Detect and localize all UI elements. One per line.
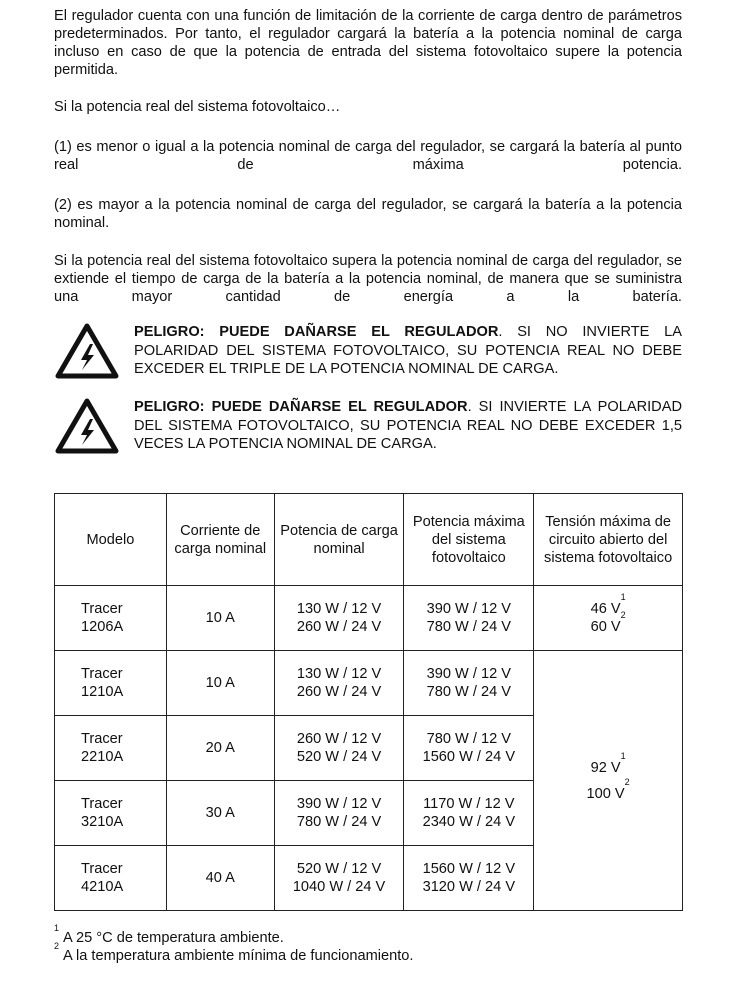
header-model: Modelo xyxy=(55,494,167,586)
footnote xyxy=(54,941,414,965)
pv-max-cell xyxy=(404,586,534,651)
model-cell: Tracer 3210A xyxy=(55,781,167,846)
pv-max-cell xyxy=(404,781,534,846)
pv-12v: 1560 W / 12 V xyxy=(422,861,516,877)
power-24v: 260 W / 24 V xyxy=(296,684,382,700)
power-24v: 520 W / 24 V xyxy=(296,749,382,765)
voc-value-2: 100 $V^2$ xyxy=(586,776,630,802)
warning-text xyxy=(134,398,682,454)
power-cell xyxy=(274,586,404,651)
electric-hazard-warning-icon xyxy=(54,322,120,380)
pv-24v: 2340 W / 24 V xyxy=(422,814,516,830)
power-24v: 1040 W / 24 V xyxy=(292,879,386,895)
warning-text xyxy=(134,323,682,379)
current-cell: 10 A xyxy=(166,586,274,651)
voc-value-1: 46 $V^1$ xyxy=(590,592,626,617)
warning-body: . SI INVIERTE LA POLARIDAD DEL SISTEMA FOTOVOLTAICO, SU POTENCIA REAL NO DEBE EXCEDER 1,5 VECES LA POTENCIA NOMINAL DE CARGA. xyxy=(134,399,682,452)
footnote xyxy=(54,923,284,947)
pv-24v: 1560 W / 24 V xyxy=(422,749,516,765)
footnote-text: A 25 °C de temperatura ambiente. xyxy=(63,930,284,946)
table-row xyxy=(55,651,683,716)
footnote-text: A la temperatura ambiente mínima de funcionamiento. xyxy=(63,948,414,964)
model-cell: Tracer 2210A xyxy=(55,716,167,781)
pv-max-cell xyxy=(404,716,534,781)
voc-value-1: 92 $V^1$ xyxy=(590,750,626,776)
warning-block xyxy=(54,322,682,382)
pv-24v: 3120 W / 24 V xyxy=(422,879,516,895)
specifications-table xyxy=(54,493,683,911)
table-row xyxy=(55,586,683,651)
pv-12v: 780 W / 12 V xyxy=(426,731,512,747)
voc-cell xyxy=(534,651,683,911)
power-cell xyxy=(274,846,404,911)
pv-max-cell xyxy=(404,846,534,911)
model-cell: Tracer 1206A xyxy=(55,586,167,651)
pv-12v: 1170 W / 12 V xyxy=(423,796,515,812)
table-header-row xyxy=(55,494,683,586)
pv-12v: 390 W / 12 V xyxy=(426,601,512,617)
pv-max-cell xyxy=(404,651,534,716)
power-12v: 390 W / 12 V xyxy=(296,796,382,812)
warning-block xyxy=(54,397,682,457)
power-cell xyxy=(274,781,404,846)
header-current: Corriente de carga nominal xyxy=(166,494,274,586)
warning-title: PELIGRO: PUEDE DAÑARSE EL REGULADOR xyxy=(134,399,468,415)
current-cell: 20 A xyxy=(166,716,274,781)
pv-12v: 390 W / 12 V xyxy=(426,666,512,682)
case-1-paragraph: (1) es menor o igual a la potencia nominal de carga del regulador, se cargará la batería al punto real de máxima potencia. xyxy=(54,139,682,173)
footnote-mark: 1 xyxy=(54,923,60,933)
warning-title: PELIGRO: PUEDE DAÑARSE EL REGULADOR xyxy=(134,324,499,340)
intro-paragraph: El regulador cuenta con una función de limitación de la corriente de carga dentro de parámetros predeterminados. Por tanto, el regulador cargará la batería a la potencia nominal de carga incluso en caso de que la potencia de entrada del sistema fotovoltaico supere la potencia permitida. xyxy=(54,8,682,78)
extension-paragraph: Si la potencia real del sistema fotovoltaico supera la potencia nominal de carga del regulador, se extiende el tiempo de carga de la batería a la potencia nominal, de manera que se suministra una mayor cantidad de energía a la batería. xyxy=(54,253,682,305)
header-voc: Tensión máxima de circuito abierto del sistema fotovoltaico xyxy=(534,494,683,586)
power-12v: 260 W / 12 V xyxy=(296,731,382,747)
power-12v: 130 W / 12 V xyxy=(296,666,382,682)
current-cell: 30 A xyxy=(166,781,274,846)
case-2-paragraph: (2) es mayor a la potencia nominal de carga del regulador, se cargará la batería a la potencia nominal. xyxy=(54,197,682,231)
model-cell: Tracer 4210A xyxy=(55,846,167,911)
power-12v: 520 W / 12 V xyxy=(296,861,382,877)
pv-24v: 780 W / 24 V xyxy=(426,619,512,635)
voc-cell xyxy=(534,586,683,651)
power-cell xyxy=(274,716,404,781)
power-12v: 130 W / 12 V xyxy=(296,601,382,617)
voc-value-2: 60 $V^2$ xyxy=(590,610,626,635)
warning-body: . SI NO INVIERTE LA POLARIDAD DEL SISTEMA FOTOVOLTAICO, SU POTENCIA REAL NO DEBE EXCEDER EL TRIPLE DE LA POTENCIA NOMINAL DE CARGA. xyxy=(134,324,682,377)
power-24v: 780 W / 24 V xyxy=(296,814,382,830)
current-cell: 10 A xyxy=(166,651,274,716)
condition-paragraph: Si la potencia real del sistema fotovoltaico… xyxy=(54,99,341,115)
header-power: Potencia de carga nominal xyxy=(274,494,404,586)
pv-24v: 780 W / 24 V xyxy=(426,684,512,700)
electric-hazard-warning-icon xyxy=(54,397,120,455)
current-cell: 40 A xyxy=(166,846,274,911)
power-cell xyxy=(274,651,404,716)
model-cell: Tracer 1210A xyxy=(55,651,167,716)
header-pv-max: Potencia máxima del sistema fotovoltaico xyxy=(404,494,534,586)
footnote-mark: 2 xyxy=(54,941,60,951)
power-24v: 260 W / 24 V xyxy=(296,619,382,635)
